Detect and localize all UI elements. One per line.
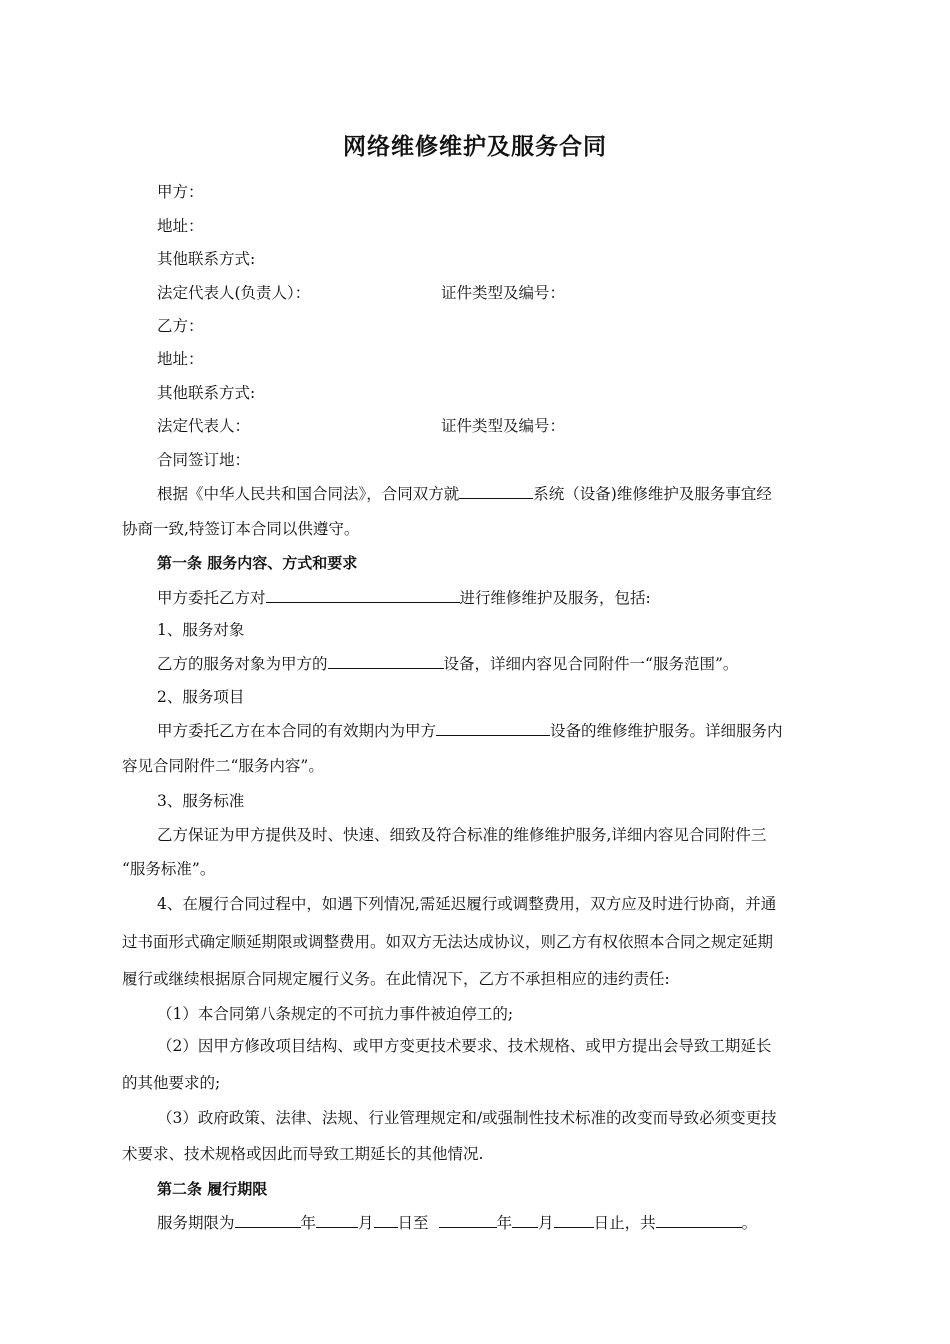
- item-2-title: 2、服务项目: [157, 688, 245, 706]
- document-title: 网络维修维护及服务合同: [343, 134, 607, 160]
- party-a-address-label: 地址：: [157, 217, 204, 235]
- service-period-line: [157, 1212, 757, 1233]
- service-target-blank: [266, 587, 460, 603]
- end-year-unit: 年: [496, 1214, 513, 1232]
- condition-3-line-2: 术要求、技术规格或因此而导致工期延长的其他情况.: [122, 1145, 484, 1163]
- article-1-intro-text-1: 甲方委托乙方对: [157, 589, 266, 607]
- article-1-heading: 第一条 服务内容、方式和要求: [157, 554, 358, 572]
- device-blank-1: [328, 653, 444, 669]
- start-month-blank: [316, 1212, 358, 1228]
- end-month-blank: [512, 1212, 538, 1228]
- item-2-text-2: 设备的维修维护服务。详细服务内: [550, 722, 783, 740]
- item-4-line-3: 履行或继续根据原合同规定履行义务。在此情况下，乙方不承担相应的违约责任:: [122, 970, 670, 988]
- party-a-contact-label: 其他联系方式:: [157, 250, 256, 268]
- period-end-punct: 。: [741, 1214, 758, 1232]
- start-day-blank: [374, 1212, 398, 1228]
- start-year-unit: 年: [300, 1214, 317, 1232]
- device-blank-2: [436, 720, 550, 736]
- item-2-text-1: 甲方委托乙方在本合同的有效期内为甲方: [157, 722, 437, 740]
- item-1-title: 1、服务对象: [157, 621, 245, 639]
- item-4-line-2: 过书面形式确定顺延期限或调整费用。如双方无法达成协议，则乙方有权依照本合同之规定延期: [122, 933, 774, 951]
- preamble-text-1: 根据《中华人民共和国合同法》，合同双方就: [157, 485, 460, 503]
- item-3-title: 3、服务标准: [157, 792, 245, 810]
- article-1-intro-text-2: 进行维修维护及服务，包括:: [459, 589, 651, 607]
- condition-3-line-1: （3）政府政策、法律、法规、行业管理规定和/或强制性技术标准的改变而导致必须变更技: [157, 1109, 777, 1127]
- party-b-name-label: 乙方：: [157, 317, 204, 335]
- start-month-unit: 月: [358, 1214, 374, 1232]
- condition-2-line-2: 的其他要求的;: [122, 1074, 221, 1092]
- party-a-id-label: 证件类型及编号：: [441, 284, 566, 302]
- party-b-rep-label: 法定代表人：: [157, 417, 251, 435]
- service-period-label: 服务期限为: [157, 1214, 235, 1232]
- preamble-text-2: 系统（设备)维修维护及服务事宜经: [533, 485, 772, 503]
- item-1-text-2: 设备，详细内容见合同附件一“服务范围”。: [443, 655, 739, 673]
- party-a-name-label: 甲方：: [157, 183, 204, 201]
- article-1-intro: [157, 587, 651, 608]
- preamble-line-2: 协商一致,特签订本合同以供遵守。: [122, 520, 360, 538]
- end-year-blank: [439, 1212, 497, 1228]
- start-day-unit: 日至: [397, 1214, 429, 1232]
- party-b-id-label: 证件类型及编号：: [441, 417, 566, 435]
- sign-place-label: 合同签订地：: [157, 451, 251, 469]
- start-year-blank: [235, 1212, 301, 1228]
- article-2-heading: 第二条 履行期限: [157, 1180, 268, 1198]
- end-day-unit: 日止，共: [593, 1214, 656, 1232]
- item-1-text: [157, 653, 738, 674]
- item-2-text: [157, 720, 783, 741]
- preamble-line-1: [157, 483, 772, 504]
- item-1-text-1: 乙方的服务对象为甲方的: [157, 655, 328, 673]
- item-4-line-1: 4、在履行合同过程中，如遇下列情况,需延迟履行或调整费用，双方应及时进行协商，并通: [157, 895, 777, 913]
- end-month-unit: 月: [538, 1214, 554, 1232]
- party-a-rep-label: 法定代表人(负责人）：: [157, 284, 311, 302]
- condition-2-line-1: （2）因甲方修改项目结构、或甲方变更技术要求、技术规格、或甲方提出会导致工期延长: [157, 1037, 772, 1055]
- party-b-contact-label: 其他联系方式:: [157, 384, 256, 402]
- item-2-line-2: 容见合同附件二“服务内容”。: [122, 757, 324, 775]
- party-b-address-label: 地址：: [157, 350, 204, 368]
- system-name-blank: [459, 483, 533, 499]
- condition-1: （1）本合同第八条规定的不可抗力事件被迫停工的;: [157, 1005, 514, 1023]
- end-day-blank: [554, 1212, 594, 1228]
- item-3-line-2: “服务标准”。: [122, 860, 216, 878]
- total-duration-blank: [656, 1212, 742, 1228]
- item-3-line-1: 乙方保证为甲方提供及时、快速、细致及符合标准的维修维护服务,详细内容见合同附件三: [157, 826, 767, 844]
